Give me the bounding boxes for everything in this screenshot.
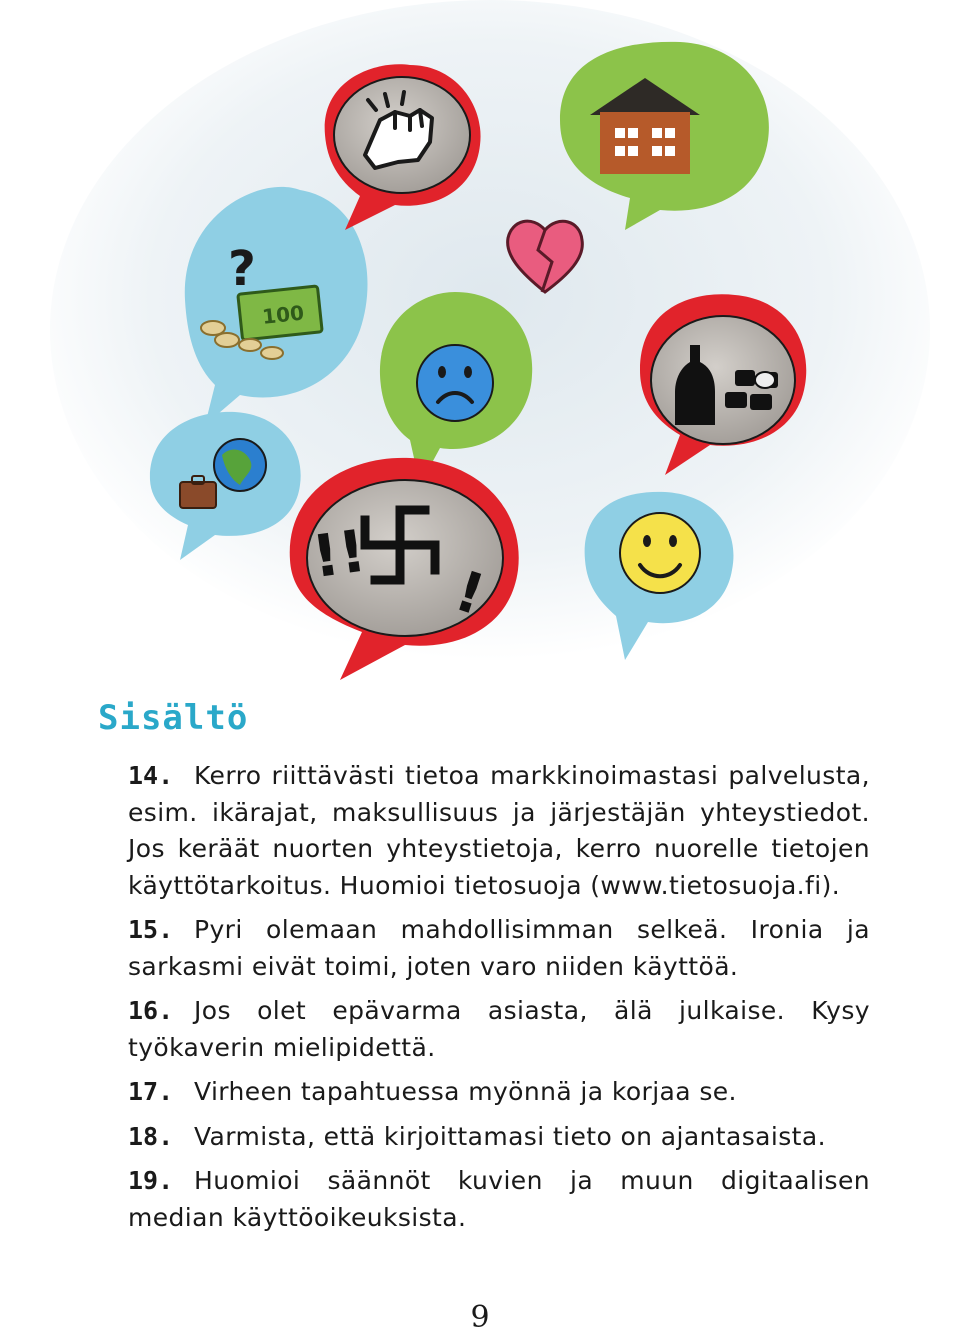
list-item xyxy=(128,993,870,1066)
smiley-icon xyxy=(620,513,700,593)
item-number: 15. xyxy=(128,915,174,944)
item-text: Pyri olemaan mahdollisimman selkeä. Ironia ja sarkasmi eivät toimi, joten varo niiden käyttöä. xyxy=(128,915,870,981)
interrogation-marks: !! xyxy=(308,516,370,592)
item-number: 17. xyxy=(128,1077,174,1106)
list-item xyxy=(128,1119,870,1156)
list-item xyxy=(128,912,870,985)
svg-text:100: 100 xyxy=(261,300,306,329)
item-number: 19. xyxy=(128,1166,174,1195)
item-number: 18. xyxy=(128,1121,174,1151)
globe-icon xyxy=(214,439,266,491)
list-item xyxy=(128,1074,870,1111)
item-number: 14. xyxy=(128,761,174,790)
guideline-list xyxy=(128,758,870,1244)
list-item xyxy=(128,1163,870,1236)
page-number: 9 xyxy=(470,1300,490,1335)
item-text: Huomioi säännöt kuvien ja muun digitaalisen median käyttöoikeuksista. xyxy=(128,1166,870,1232)
exclamation-icon: ! xyxy=(447,558,492,629)
question-icon: ? xyxy=(228,241,256,297)
item-text: Varmista, että kirjoittamasi tieto on ajantasaista. xyxy=(194,1121,826,1151)
list-item xyxy=(128,758,870,904)
item-text: Jos olet epävarma asiasta, älä julkaise. Kysy työkaverin mielipidettä. xyxy=(128,996,870,1062)
section-title: Sisältö xyxy=(98,698,249,738)
sad-face-icon xyxy=(417,345,493,421)
item-text: Virheen tapahtuessa myönnä ja korjaa se. xyxy=(194,1077,737,1106)
item-number: 16. xyxy=(128,996,174,1025)
item-text: Kerro riittävästi tietoa markkinoimastasi palvelusta, esim. ikärajat, maksullisuus ja järjestäjän yhteystiedot. Jos keräät nuorten yhteystietoja, kerro nuorelle tietojen käyttötarkoitus. Huomioi tietosuoja (www.tietosuoja.fi). xyxy=(128,761,870,900)
